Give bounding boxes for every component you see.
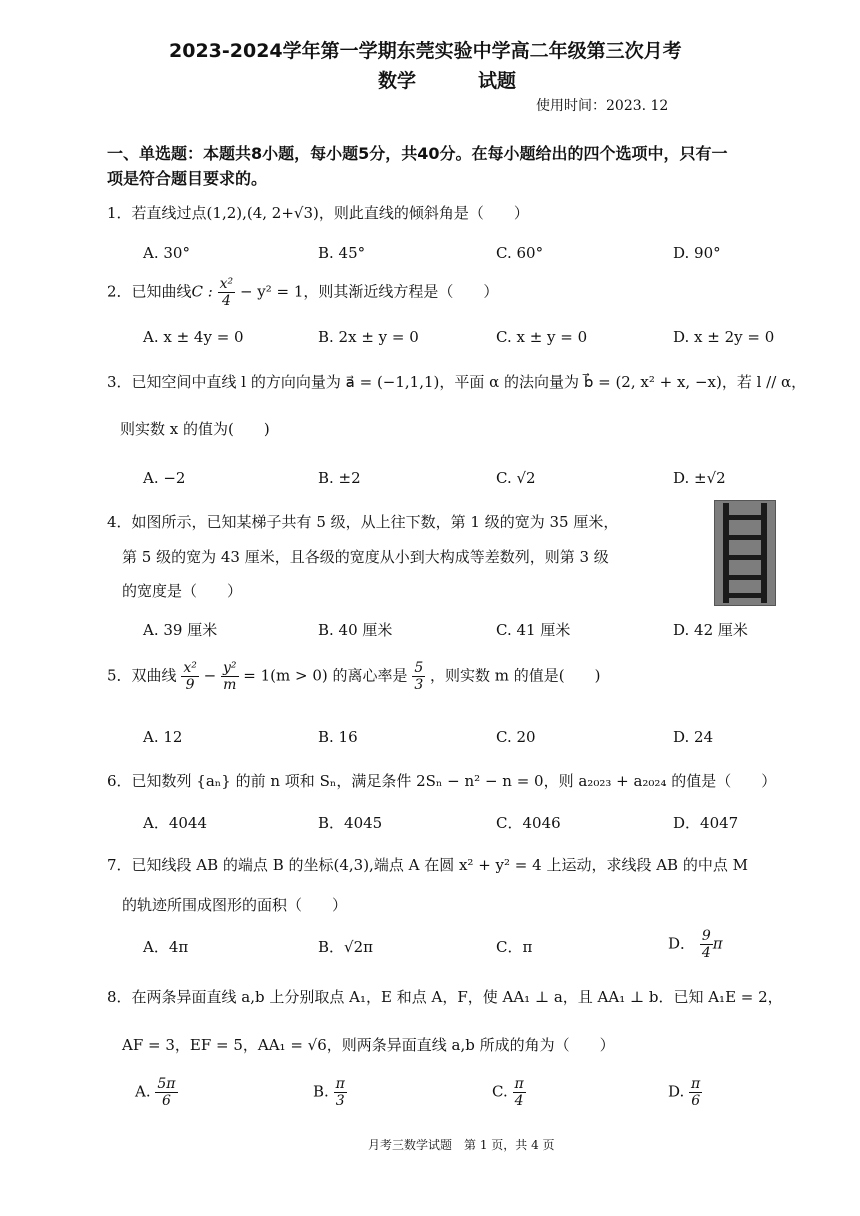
question-6-option-c: C．4046 xyxy=(496,814,561,832)
question-8-option-d xyxy=(668,1076,702,1109)
question-7-option-c: C．π xyxy=(496,938,533,956)
question-5-option-b: B. 16 xyxy=(318,728,358,746)
question-8-option-a-label: A. xyxy=(135,1082,151,1101)
question-1-option-d: D. 90° xyxy=(673,244,721,262)
question-3-option-d: D. ±√2 xyxy=(673,469,726,487)
question-8-option-d-num: π xyxy=(691,1076,701,1092)
question-5-option-d: D. 24 xyxy=(673,728,714,746)
question-4-option-d: D. 42 厘米 xyxy=(673,621,748,639)
question-7-option-d-pi: π xyxy=(712,934,723,953)
question-7-stem-2: 的轨迹所围成图形的面积（ ） xyxy=(122,896,348,914)
question-4-stem: 4．如图所示，已知某梯子共有 5 级，从上往下数，第 1 级的宽为 35 厘米， xyxy=(107,513,619,531)
question-8-option-b-fraction xyxy=(334,1076,347,1109)
question-5-fraction-e xyxy=(412,660,425,693)
question-6-option-d: D．4047 xyxy=(673,814,739,832)
question-1-option-b: B. 45° xyxy=(318,244,366,262)
question-8-option-a-den: 6 xyxy=(161,1093,171,1109)
question-8-option-a xyxy=(135,1076,178,1109)
question-8-option-b xyxy=(313,1076,347,1109)
question-6-option-a: A．4044 xyxy=(143,814,208,832)
section-heading-line2: 项是符合题目要求的。 xyxy=(107,169,268,188)
question-8-option-c-den: 4 xyxy=(514,1093,524,1109)
question-6-stem: 6．已知数列 {aₙ} 的前 n 项和 Sₙ，满足条件 2Sₙ − n² − n = 0，则 a₂₀₂₃ + a₂₀₂₄ 的值是（ ） xyxy=(107,772,777,790)
question-8-option-a-fraction xyxy=(155,1076,177,1109)
subject-label: 数学 xyxy=(378,70,417,92)
question-1-option-a: A. 30° xyxy=(143,244,190,262)
question-2-fraction-den: 4 xyxy=(221,293,231,309)
question-4-option-b: B. 40 厘米 xyxy=(318,621,393,639)
question-2-option-c: C. x ± y = 0 xyxy=(496,328,588,346)
question-3-option-a: A. −2 xyxy=(143,469,186,487)
ladder-image xyxy=(714,500,776,606)
question-2-option-b: B. 2x ± y = 0 xyxy=(318,328,419,346)
question-8-option-c-num: π xyxy=(514,1076,524,1092)
question-2-stem-post: − y² = 1，则其渐近线方程是（ ） xyxy=(239,282,499,301)
question-7-option-d xyxy=(668,928,723,961)
question-3-stem: 3．已知空间中直线 l 的方向向量为 a⃗ = (−1,1,1)，平面 α 的法向量为 b⃗ = (2, x² + x, −x)，若 l // α， xyxy=(107,373,807,391)
question-8-option-b-label: B. xyxy=(313,1082,329,1101)
question-5-stem-pre: 5．双曲线 xyxy=(107,666,177,685)
question-7-stem: 7．已知线段 AB 的端点 B 的坐标(4,3),端点 A 在圆 x² + y² = 4 上运动，求线段 AB 的中点 M xyxy=(107,856,748,874)
question-8-stem-2: AF = 3，EF = 5，AA₁ = √6，则两条异面直线 a,b 所成的角为（ ） xyxy=(122,1036,615,1054)
question-5-option-a: A. 12 xyxy=(143,728,183,746)
question-8-option-c xyxy=(492,1076,526,1109)
question-8-option-d-label: D. xyxy=(668,1082,685,1101)
question-2-fraction xyxy=(218,276,236,309)
question-5-fraction-e-num: 5 xyxy=(414,660,424,676)
question-4-option-a: A. 39 厘米 xyxy=(143,621,218,639)
section-heading-line1: 一、单选题：本题共8小题，每小题5分，共40分。在每小题给出的四个选项中，只有一 xyxy=(107,144,728,163)
question-8-stem: 8．在两条异面直线 a,b 上分别取点 A₁，E 和点 A，F，使 AA₁ ⊥ a，且 AA₁ ⊥ b．已知 A₁E = 2， xyxy=(107,988,783,1006)
question-7-option-d-num: 9 xyxy=(701,928,711,944)
question-6-option-b: B．4045 xyxy=(318,814,383,832)
question-1-option-c: C. 60° xyxy=(496,244,544,262)
question-5-minus: − xyxy=(203,666,217,685)
question-5-option-c: C. 20 xyxy=(496,728,536,746)
question-8-option-b-den: 3 xyxy=(335,1093,345,1109)
question-7-option-d-den: 4 xyxy=(701,945,711,961)
question-5-stem-mid: = 1(m > 0) 的离心率是 xyxy=(243,666,408,685)
question-8-option-c-fraction xyxy=(513,1076,526,1109)
question-5-fraction-y-den: m xyxy=(223,677,237,693)
question-5-fraction-e-den: 3 xyxy=(414,677,424,693)
question-5-stem xyxy=(107,660,600,693)
question-3-stem-2: 则实数 x 的值为( ) xyxy=(120,420,270,438)
question-3-option-c: C. √2 xyxy=(496,469,536,487)
question-8-option-d-fraction xyxy=(689,1076,702,1109)
question-2-stem-pre: 2．已知曲线 xyxy=(107,282,192,301)
question-7-option-b: B．√2π xyxy=(318,938,373,956)
paper-label: 试题 xyxy=(478,70,517,92)
exam-title: 2023-2024学年第一学期东莞实验中学高二年级第三次月考 xyxy=(169,40,682,62)
page-footer: 月考三数学试题 第 1 页，共 4 页 xyxy=(368,1138,555,1152)
question-8-option-a-num: 5π xyxy=(157,1076,176,1092)
question-7-option-a: A．4π xyxy=(143,938,189,956)
question-5-fraction-x-den: 9 xyxy=(185,677,195,693)
question-2-option-a: A. x ± 4y = 0 xyxy=(143,328,244,346)
question-1-stem: 1．若直线过点(1,2),(4, 2+√3)，则此直线的倾斜角是（ ） xyxy=(107,204,529,222)
question-8-option-c-label: C. xyxy=(492,1082,508,1101)
exam-date: 使用时间：2023. 12 xyxy=(536,98,669,114)
question-5-fraction-x xyxy=(181,660,199,693)
question-2-option-d: D. x ± 2y = 0 xyxy=(673,328,775,346)
question-7-option-d-label: D． xyxy=(668,934,696,953)
question-3-option-b: B. ±2 xyxy=(318,469,361,487)
question-5-fraction-y xyxy=(221,660,239,693)
question-2-curve-name: C : xyxy=(191,282,213,301)
question-4-stem-2: 第 5 级的宽为 43 厘米，且各级的宽度从小到大构成等差数列，则第 3 级 xyxy=(122,548,609,566)
question-4-option-c: C. 41 厘米 xyxy=(496,621,571,639)
question-8-option-b-num: π xyxy=(335,1076,345,1092)
question-4-stem-3: 的宽度是（ ） xyxy=(122,582,243,600)
question-5-stem-post: ，则实数 m 的值是( ) xyxy=(430,666,601,685)
question-2-stem xyxy=(107,276,498,309)
question-8-option-d-den: 6 xyxy=(691,1093,701,1109)
question-5-fraction-y-num: y² xyxy=(222,660,237,676)
question-7-option-d-fraction xyxy=(700,928,713,961)
ladder-icon xyxy=(715,501,775,605)
question-2-fraction-num: x² xyxy=(219,276,234,292)
question-5-fraction-x-num: x² xyxy=(183,660,197,676)
